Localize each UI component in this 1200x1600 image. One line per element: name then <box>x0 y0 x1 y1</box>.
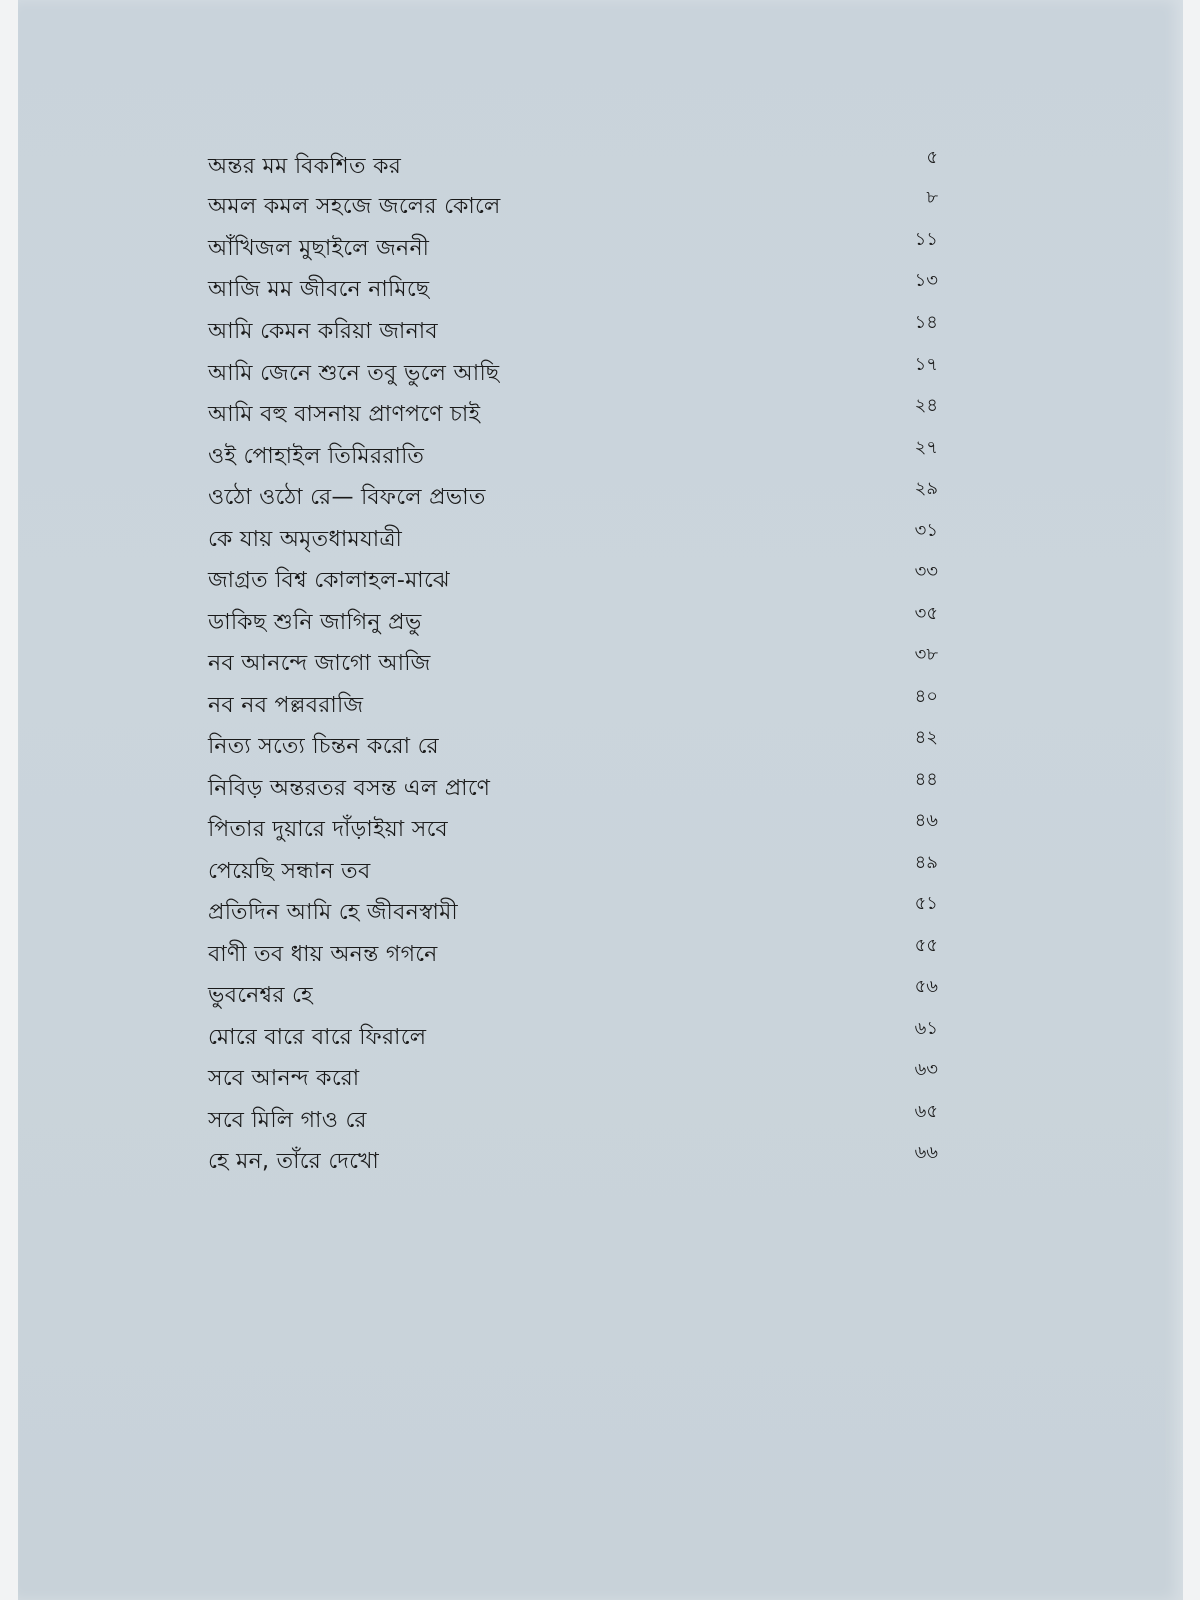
toc-entry-title: আমি বহু বাসনায় প্রাণপণে চাই <box>208 402 481 427</box>
toc-entry-title: হে মন, তাঁরে দেখো <box>208 1149 380 1174</box>
toc-entry <box>208 308 938 348</box>
toc-entry-page: ৬৬ <box>914 1142 938 1163</box>
toc-entry <box>208 1014 938 1054</box>
toc-entry <box>208 848 938 888</box>
toc-entry-page: ৩৫ <box>914 603 938 624</box>
toc-entry-page: ৫ <box>926 147 938 168</box>
toc-entry-title: নিত্য সত্যে চিন্তন করো রে <box>208 734 439 759</box>
toc-entry <box>208 599 938 639</box>
toc-entry <box>208 350 938 390</box>
toc-entry <box>208 1097 938 1137</box>
toc-entry <box>208 972 938 1012</box>
toc-entry <box>208 516 938 556</box>
toc-entry-page: ৫৬ <box>914 976 938 997</box>
toc-entry-page: ২৯ <box>914 478 938 499</box>
toc-entry-title: ওঠো ওঠো রে— বিফলে প্রভাত <box>208 485 486 510</box>
toc-entry-title: প্রতিদিন আমি হে জীবনস্বামী <box>208 900 458 925</box>
toc-entry-page: ১৪ <box>914 312 938 333</box>
toc-entry-page: ৩৩ <box>914 561 938 582</box>
toc-entry-page: ৪৯ <box>914 852 938 873</box>
toc-entry-title: আঁখিজল মুছাইলে জননী <box>208 236 430 261</box>
toc-entry-page: ৪৪ <box>914 769 938 790</box>
toc-entry-page: ৬১ <box>914 1018 938 1039</box>
toc-entry <box>208 682 938 722</box>
toc-entry-page: ৪২ <box>914 727 938 748</box>
toc-entry-page: ২৪ <box>914 395 938 416</box>
toc-entry <box>208 183 938 223</box>
toc-entry <box>208 225 938 265</box>
toc-entry-title: মোরে বারে বারে ফিরালে <box>208 1025 427 1050</box>
toc-entry-title: আমি কেমন করিয়া জানাব <box>208 319 438 344</box>
toc-entry-page: ৩৮ <box>914 644 938 665</box>
toc-entry-title: কে যায় অমৃতধামযাত্রী <box>208 527 403 552</box>
toc-entry <box>208 1055 938 1095</box>
toc-entry-title: আজি মম জীবনে নামিছে <box>208 277 430 302</box>
toc-entry-title: ভুবনেশ্বর হে <box>208 983 313 1008</box>
toc-entry <box>208 557 938 597</box>
toc-entry-title: নিবিড় অন্তরতর বসন্ত এল প্রাণে <box>208 776 491 801</box>
toc-entry <box>208 806 938 846</box>
toc-entry <box>208 474 938 514</box>
toc-entry-page: ৬৩ <box>914 1059 938 1080</box>
toc-entry-title: অমল কমল সহজে জলের কোলে <box>208 194 501 219</box>
toc-entry-page: ৫১ <box>914 893 938 914</box>
toc-entry-title: বাণী তব ধায় অনন্ত গগনে <box>208 942 438 967</box>
toc-entry-page: ১৭ <box>914 354 938 375</box>
toc-entry-page: ৬৫ <box>914 1101 938 1122</box>
toc-entry-page: ১৩ <box>914 270 938 291</box>
toc-entry-page: ৮ <box>926 187 938 208</box>
toc-entry-page: ৩১ <box>914 520 938 541</box>
toc-entry <box>208 889 938 929</box>
toc-entry-page: ৪০ <box>914 686 938 707</box>
book-page <box>18 0 1183 1600</box>
toc-entry-title: নব আনন্দে জাগো আজি <box>208 651 431 676</box>
toc-entry <box>208 723 938 763</box>
toc-entry-title: আমি জেনে শুনে তবু ভুলে আছি <box>208 361 500 386</box>
toc-entry-title: অন্তর মম বিকশিত কর <box>208 154 402 179</box>
toc-entry <box>208 266 938 306</box>
toc-entry <box>208 765 938 805</box>
toc-entry-title: জাগ্রত বিশ্ব কোলাহল-মাঝে <box>208 568 450 593</box>
toc-entry-page: ২৭ <box>914 437 938 458</box>
toc-entry-page: ৪৬ <box>914 810 938 831</box>
toc-entry <box>208 931 938 971</box>
toc-entry <box>208 433 938 473</box>
toc-entry <box>208 143 938 183</box>
toc-entry-title: পেয়েছি সন্ধান তব <box>208 859 371 884</box>
toc-entry-title: ডাকিছ শুনি জাগিনু প্রভু <box>208 610 422 635</box>
toc-entry-title: সবে আনন্দ করো <box>208 1066 360 1091</box>
toc-entry <box>208 640 938 680</box>
toc-entry-page: ৫৫ <box>914 935 938 956</box>
toc-entry-title: ওই পোহাইল তিমিররাতি <box>208 444 425 469</box>
toc-entry-title: নব নব পল্লবরাজি <box>208 693 364 718</box>
toc-entry <box>208 1138 938 1178</box>
table-of-contents <box>18 0 1183 1600</box>
toc-entry-title: সবে মিলি গাও রে <box>208 1108 367 1133</box>
toc-entry-title: পিতার দুয়ারে দাঁড়াইয়া সবে <box>208 817 448 842</box>
toc-entry-page: ১১ <box>914 229 938 250</box>
toc-entry <box>208 391 938 431</box>
